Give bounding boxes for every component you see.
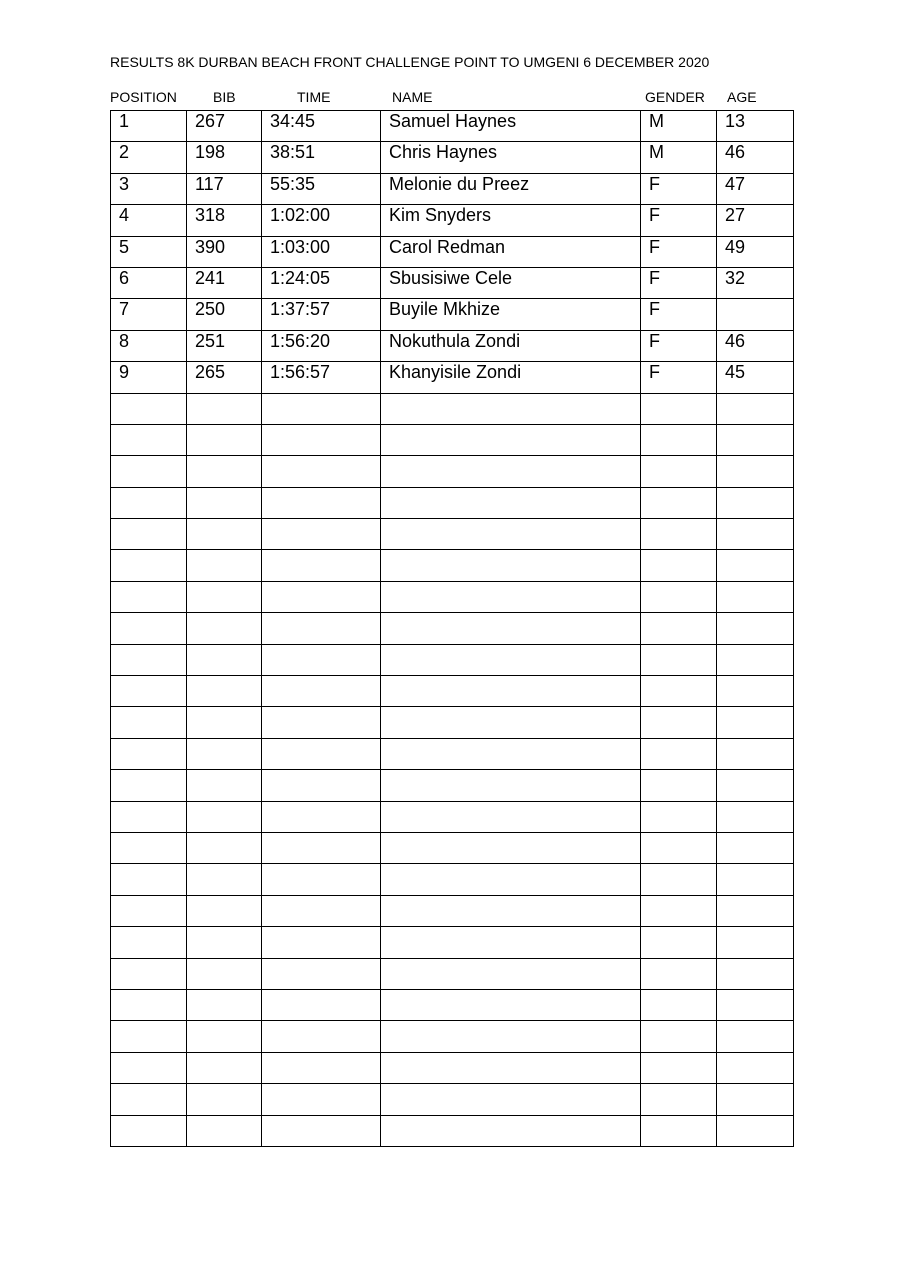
time-cell: 34:45 [262, 111, 381, 142]
name-cell [381, 581, 641, 612]
gender-cell [641, 644, 717, 675]
bib-cell [187, 1021, 262, 1052]
bib-cell [187, 393, 262, 424]
name-cell: Samuel Haynes [381, 111, 641, 142]
name-cell [381, 1115, 641, 1146]
time-cell [262, 644, 381, 675]
bib-cell [187, 519, 262, 550]
age-cell [717, 613, 794, 644]
bib-cell [187, 1115, 262, 1146]
time-cell [262, 738, 381, 769]
age-cell [717, 989, 794, 1020]
bib-cell [187, 958, 262, 989]
bib-cell [187, 644, 262, 675]
bib-cell [187, 801, 262, 832]
gender-cell [641, 770, 717, 801]
time-cell [262, 864, 381, 895]
position-cell [111, 989, 187, 1020]
bib-cell: 318 [187, 205, 262, 236]
time-cell: 1:56:20 [262, 330, 381, 361]
gender-cell: M [641, 111, 717, 142]
age-cell [717, 738, 794, 769]
position-cell: 6 [111, 267, 187, 298]
age-cell [717, 927, 794, 958]
table-row [111, 205, 794, 236]
empty-table-row [111, 801, 794, 832]
gender-cell [641, 864, 717, 895]
position-cell: 2 [111, 142, 187, 173]
empty-table-row [111, 927, 794, 958]
bib-cell [187, 895, 262, 926]
empty-table-row [111, 519, 794, 550]
bib-cell [187, 864, 262, 895]
name-cell [381, 393, 641, 424]
time-cell [262, 1115, 381, 1146]
time-cell: 1:56:57 [262, 362, 381, 393]
empty-table-row [111, 424, 794, 455]
time-cell: 1:02:00 [262, 205, 381, 236]
bib-cell: 265 [187, 362, 262, 393]
time-cell [262, 958, 381, 989]
gender-cell [641, 1021, 717, 1052]
gender-cell [641, 519, 717, 550]
empty-table-row [111, 393, 794, 424]
column-header-gender: GENDER [645, 89, 705, 105]
time-cell [262, 801, 381, 832]
gender-cell: F [641, 267, 717, 298]
position-cell [111, 676, 187, 707]
empty-table-row [111, 895, 794, 926]
age-cell [717, 895, 794, 926]
name-cell: Khanyisile Zondi [381, 362, 641, 393]
gender-cell [641, 738, 717, 769]
bib-cell: 198 [187, 142, 262, 173]
bib-cell: 241 [187, 267, 262, 298]
position-cell [111, 424, 187, 455]
gender-cell [641, 989, 717, 1020]
time-cell: 1:03:00 [262, 236, 381, 267]
time-cell: 1:37:57 [262, 299, 381, 330]
empty-table-row [111, 550, 794, 581]
name-cell [381, 613, 641, 644]
empty-table-row [111, 832, 794, 863]
age-cell: 49 [717, 236, 794, 267]
empty-table-row [111, 707, 794, 738]
age-cell [717, 864, 794, 895]
time-cell [262, 927, 381, 958]
age-cell [717, 1052, 794, 1083]
time-cell [262, 832, 381, 863]
position-cell [111, 550, 187, 581]
position-cell: 7 [111, 299, 187, 330]
empty-table-row [111, 456, 794, 487]
position-cell [111, 895, 187, 926]
name-cell [381, 519, 641, 550]
table-row [111, 111, 794, 142]
name-cell [381, 770, 641, 801]
empty-table-row [111, 738, 794, 769]
empty-table-row [111, 770, 794, 801]
age-cell [717, 707, 794, 738]
bib-cell [187, 550, 262, 581]
bib-cell [187, 424, 262, 455]
bib-cell [187, 676, 262, 707]
name-cell [381, 738, 641, 769]
age-cell: 32 [717, 267, 794, 298]
age-cell [717, 519, 794, 550]
gender-cell [641, 676, 717, 707]
position-cell [111, 801, 187, 832]
name-cell [381, 958, 641, 989]
name-cell: Sbusisiwe Cele [381, 267, 641, 298]
age-cell [717, 550, 794, 581]
time-cell: 55:35 [262, 173, 381, 204]
gender-cell [641, 958, 717, 989]
bib-cell [187, 989, 262, 1020]
column-header-age: AGE [727, 89, 757, 105]
position-cell [111, 487, 187, 518]
time-cell [262, 456, 381, 487]
gender-cell: F [641, 330, 717, 361]
bib-cell: 117 [187, 173, 262, 204]
time-cell [262, 770, 381, 801]
time-cell [262, 613, 381, 644]
time-cell [262, 424, 381, 455]
position-cell [111, 832, 187, 863]
position-cell: 1 [111, 111, 187, 142]
time-cell [262, 895, 381, 926]
gender-cell [641, 613, 717, 644]
empty-table-row [111, 1084, 794, 1115]
page-title: RESULTS 8K DURBAN BEACH FRONT CHALLENGE POINT TO UMGENI 6 DECEMBER 2020 [110, 54, 710, 70]
gender-cell: F [641, 299, 717, 330]
time-cell: 1:24:05 [262, 267, 381, 298]
empty-table-row [111, 1115, 794, 1146]
name-cell [381, 801, 641, 832]
position-cell: 3 [111, 173, 187, 204]
time-cell [262, 676, 381, 707]
name-cell [381, 832, 641, 863]
age-cell [717, 958, 794, 989]
position-cell [111, 738, 187, 769]
bib-cell [187, 487, 262, 518]
name-cell [381, 550, 641, 581]
position-cell [111, 1052, 187, 1083]
position-cell [111, 1115, 187, 1146]
time-cell [262, 1084, 381, 1115]
empty-table-row [111, 613, 794, 644]
empty-table-row [111, 958, 794, 989]
results-table-body [111, 111, 794, 1147]
time-cell [262, 707, 381, 738]
age-cell [717, 1115, 794, 1146]
gender-cell [641, 1084, 717, 1115]
gender-cell [641, 801, 717, 832]
gender-cell: M [641, 142, 717, 173]
age-cell [717, 456, 794, 487]
bib-cell [187, 581, 262, 612]
bib-cell: 390 [187, 236, 262, 267]
empty-table-row [111, 989, 794, 1020]
gender-cell: F [641, 173, 717, 204]
gender-cell: F [641, 362, 717, 393]
name-cell: Buyile Mkhize [381, 299, 641, 330]
column-header-position: POSITION [110, 89, 177, 105]
name-cell [381, 707, 641, 738]
position-cell [111, 864, 187, 895]
age-cell: 46 [717, 330, 794, 361]
position-cell: 5 [111, 236, 187, 267]
age-cell [717, 393, 794, 424]
empty-table-row [111, 864, 794, 895]
gender-cell [641, 1052, 717, 1083]
column-header-time: TIME [297, 89, 331, 105]
name-cell [381, 927, 641, 958]
age-cell [717, 581, 794, 612]
time-cell [262, 393, 381, 424]
position-cell [111, 707, 187, 738]
age-cell [717, 424, 794, 455]
position-cell [111, 770, 187, 801]
position-cell [111, 456, 187, 487]
name-cell: Chris Haynes [381, 142, 641, 173]
name-cell [381, 644, 641, 675]
position-cell [111, 519, 187, 550]
bib-cell: 250 [187, 299, 262, 330]
gender-cell [641, 456, 717, 487]
table-row [111, 362, 794, 393]
age-cell [717, 770, 794, 801]
name-cell: Nokuthula Zondi [381, 330, 641, 361]
gender-cell [641, 393, 717, 424]
gender-cell [641, 424, 717, 455]
age-cell [717, 299, 794, 330]
name-cell [381, 487, 641, 518]
gender-cell [641, 707, 717, 738]
bib-cell: 251 [187, 330, 262, 361]
column-header-bib: BIB [213, 89, 236, 105]
age-cell [717, 644, 794, 675]
table-row [111, 236, 794, 267]
name-cell: Carol Redman [381, 236, 641, 267]
table-row [111, 142, 794, 173]
bib-cell [187, 770, 262, 801]
position-cell [111, 958, 187, 989]
empty-table-row [111, 581, 794, 612]
name-cell [381, 424, 641, 455]
age-cell [717, 801, 794, 832]
bib-cell [187, 707, 262, 738]
gender-cell [641, 1115, 717, 1146]
time-cell [262, 1052, 381, 1083]
gender-cell [641, 895, 717, 926]
name-cell [381, 676, 641, 707]
age-cell [717, 1021, 794, 1052]
bib-cell [187, 738, 262, 769]
name-cell: Kim Snyders [381, 205, 641, 236]
time-cell [262, 550, 381, 581]
bib-cell [187, 927, 262, 958]
name-cell [381, 1084, 641, 1115]
empty-table-row [111, 1052, 794, 1083]
age-cell: 45 [717, 362, 794, 393]
name-cell [381, 864, 641, 895]
gender-cell [641, 927, 717, 958]
position-cell [111, 927, 187, 958]
empty-table-row [111, 487, 794, 518]
time-cell [262, 989, 381, 1020]
age-cell [717, 832, 794, 863]
table-row [111, 267, 794, 298]
table-row [111, 299, 794, 330]
gender-cell: F [641, 236, 717, 267]
position-cell [111, 581, 187, 612]
time-cell: 38:51 [262, 142, 381, 173]
gender-cell: F [641, 205, 717, 236]
name-cell [381, 1052, 641, 1083]
empty-table-row [111, 644, 794, 675]
bib-cell [187, 832, 262, 863]
position-cell: 8 [111, 330, 187, 361]
bib-cell [187, 1052, 262, 1083]
bib-cell: 267 [187, 111, 262, 142]
bib-cell [187, 613, 262, 644]
name-cell [381, 1021, 641, 1052]
age-cell: 13 [717, 111, 794, 142]
position-cell: 4 [111, 205, 187, 236]
age-cell [717, 676, 794, 707]
position-cell: 9 [111, 362, 187, 393]
age-cell [717, 487, 794, 518]
name-cell: Melonie du Preez [381, 173, 641, 204]
table-row [111, 173, 794, 204]
age-cell: 27 [717, 205, 794, 236]
gender-cell [641, 581, 717, 612]
time-cell [262, 487, 381, 518]
results-table [110, 110, 794, 1147]
empty-table-row [111, 1021, 794, 1052]
gender-cell [641, 832, 717, 863]
gender-cell [641, 487, 717, 518]
age-cell [717, 1084, 794, 1115]
bib-cell [187, 1084, 262, 1115]
name-cell [381, 456, 641, 487]
gender-cell [641, 550, 717, 581]
table-row [111, 330, 794, 361]
position-cell [111, 613, 187, 644]
name-cell [381, 989, 641, 1020]
empty-table-row [111, 676, 794, 707]
time-cell [262, 519, 381, 550]
position-cell [111, 1084, 187, 1115]
position-cell [111, 644, 187, 675]
column-header-name: NAME [392, 89, 433, 105]
time-cell [262, 581, 381, 612]
time-cell [262, 1021, 381, 1052]
bib-cell [187, 456, 262, 487]
age-cell: 47 [717, 173, 794, 204]
position-cell [111, 1021, 187, 1052]
name-cell [381, 895, 641, 926]
position-cell [111, 393, 187, 424]
age-cell: 46 [717, 142, 794, 173]
